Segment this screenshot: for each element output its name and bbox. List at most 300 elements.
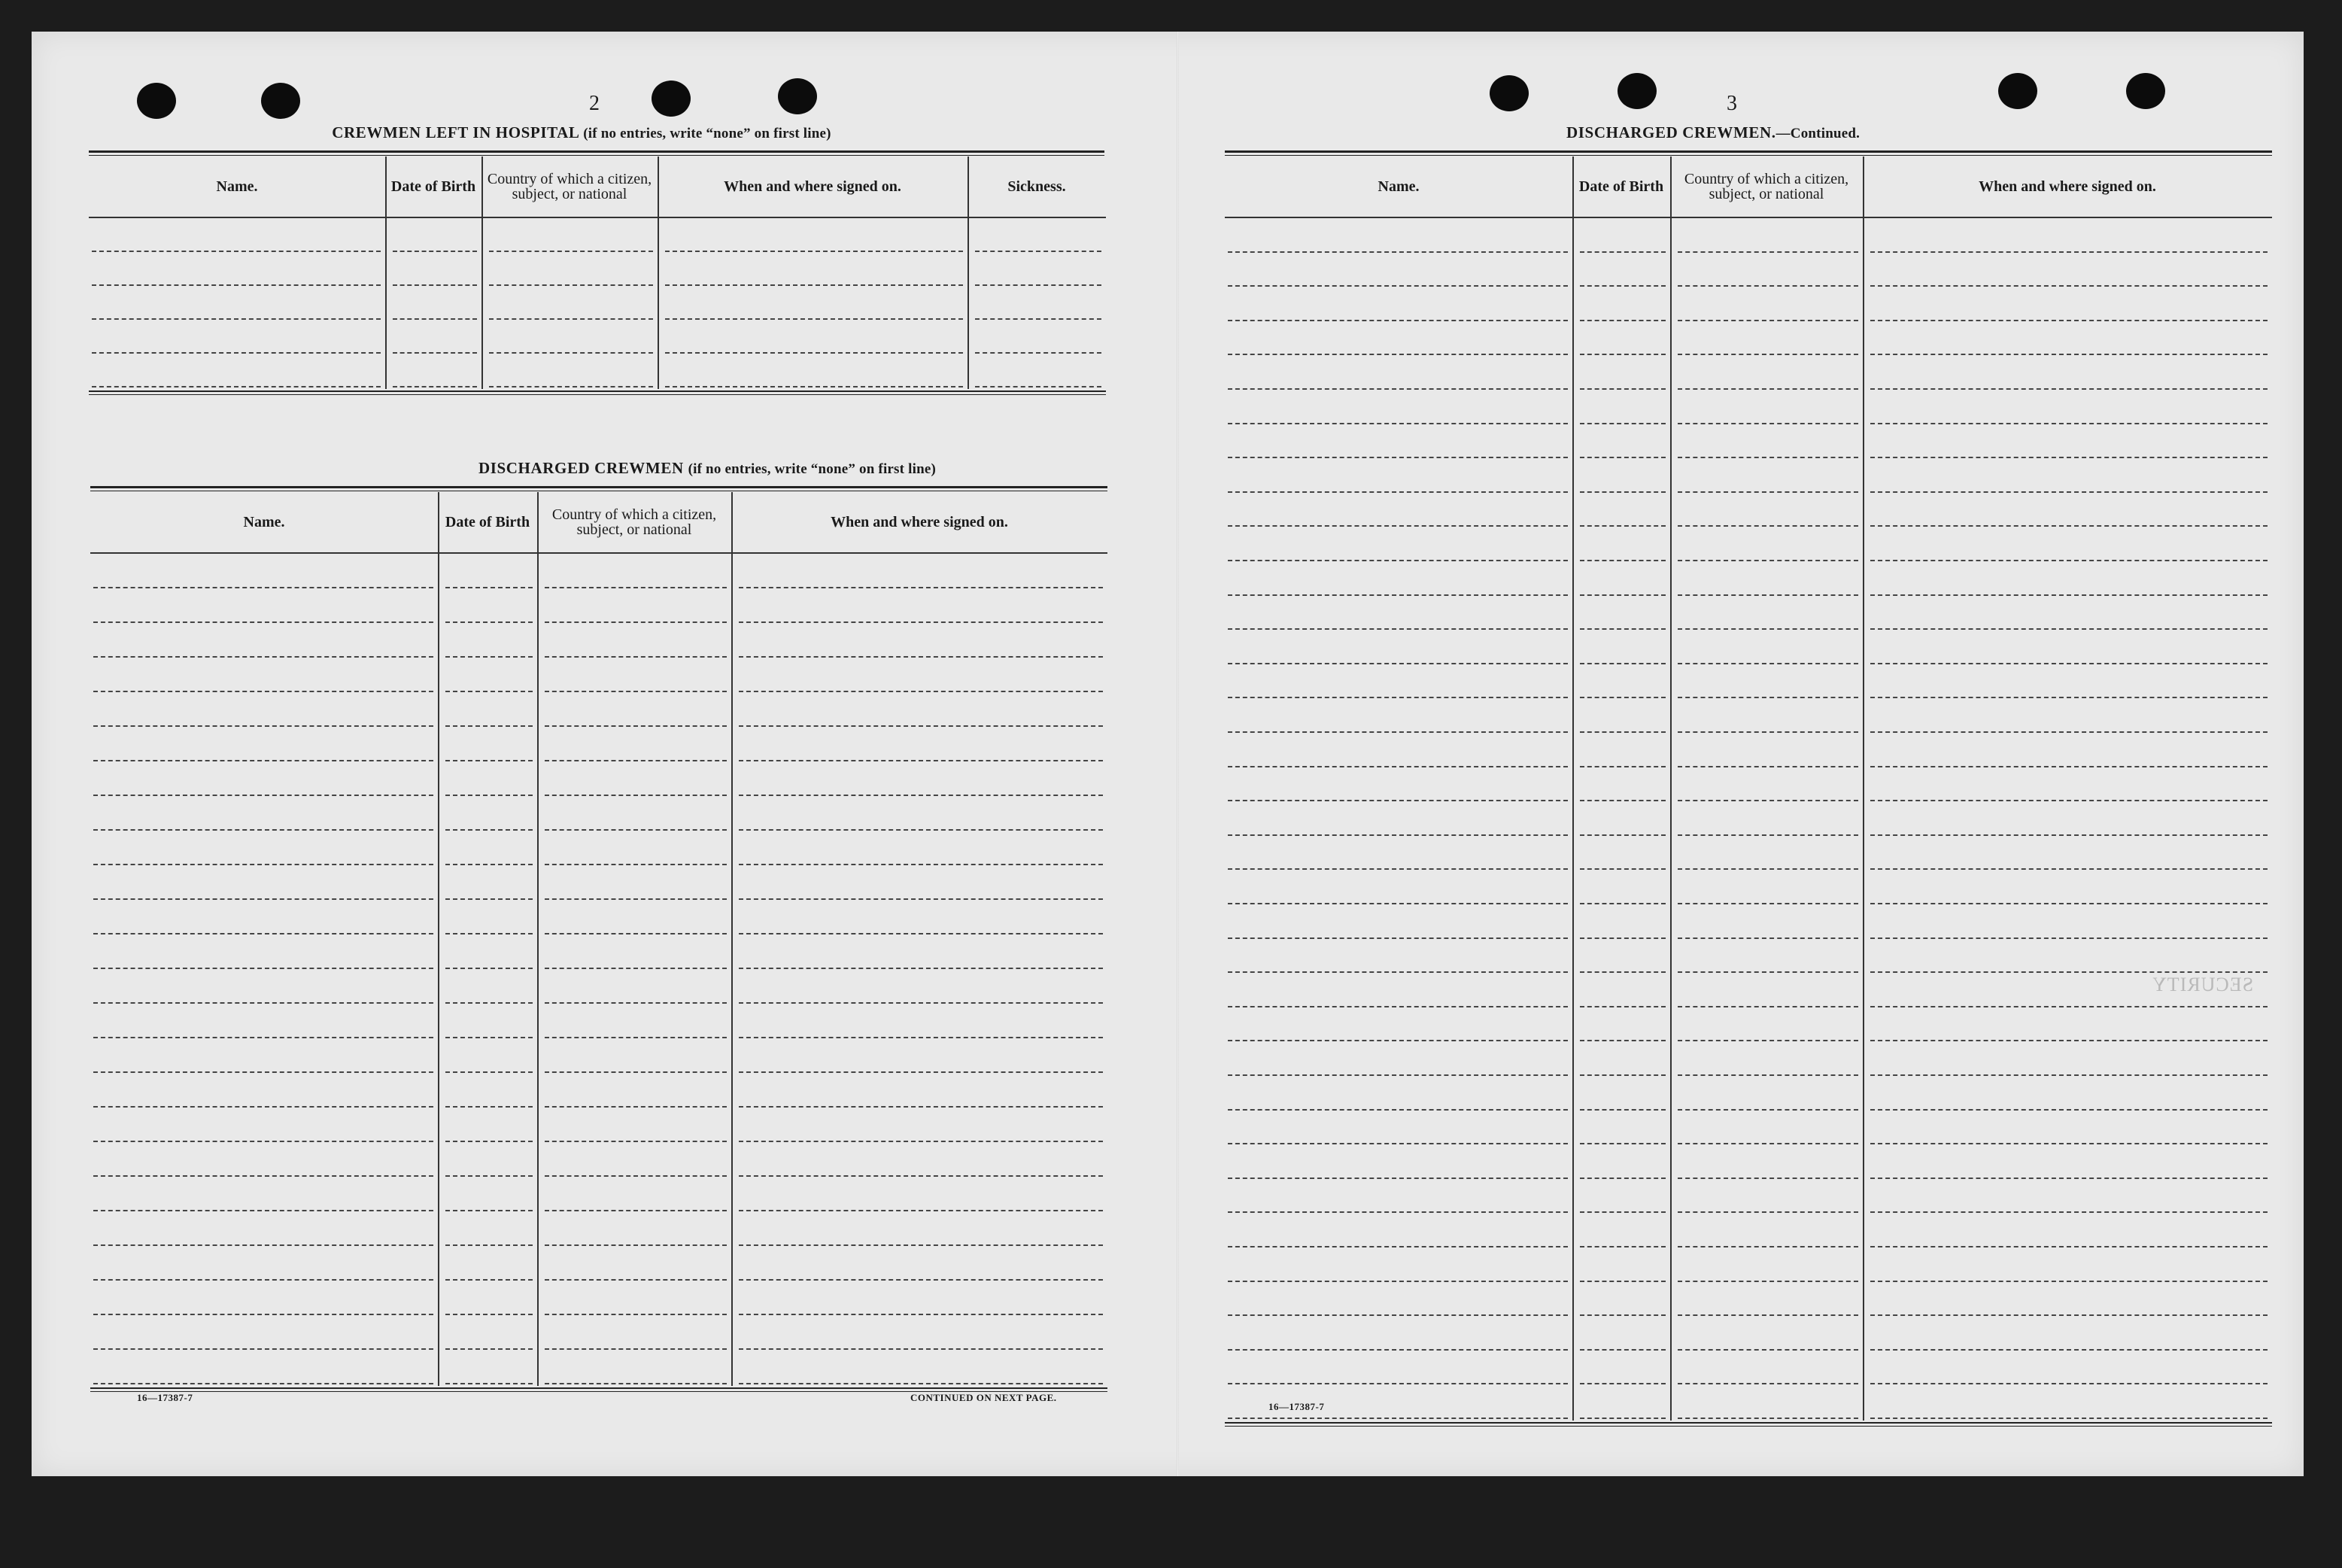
entry-line — [1678, 731, 1858, 733]
column-header: Date of Birth — [390, 178, 476, 195]
right-page-number: 3 — [1727, 92, 1737, 115]
entry-line — [445, 656, 533, 658]
entry-line — [1228, 1383, 1568, 1384]
entry-line — [545, 1071, 727, 1073]
entry-line — [93, 1244, 433, 1246]
entry-line — [1580, 1281, 1666, 1282]
entry-line — [545, 1279, 727, 1281]
entry-line — [665, 386, 963, 387]
entry-line — [1678, 388, 1858, 390]
entry-line — [1228, 697, 1568, 698]
entry-line — [1870, 1006, 2268, 1007]
entry-line — [739, 795, 1103, 796]
entry-line — [739, 587, 1103, 588]
discharged-continued-main: DISCHARGED CREWMEN. — [1566, 123, 1776, 141]
entry-line — [1580, 697, 1666, 698]
entry-line — [445, 933, 533, 934]
entry-line — [92, 284, 381, 286]
entry-line — [1678, 1211, 1858, 1213]
left-form-number: 16—17387-7 — [137, 1392, 193, 1403]
column-header: When and where signed on. — [831, 514, 1008, 530]
entry-line — [739, 968, 1103, 969]
entry-line — [1678, 457, 1858, 458]
entry-line — [445, 725, 533, 727]
entry-line — [1870, 1109, 2268, 1111]
entry-line — [445, 829, 533, 831]
entry-line — [1228, 1006, 1568, 1007]
faint-stamp: SECURITY — [2152, 974, 2254, 995]
entry-line — [1228, 731, 1568, 733]
entry-line — [739, 1244, 1103, 1246]
entry-line — [445, 1071, 533, 1073]
entry-line — [1678, 1418, 1858, 1419]
entry-line — [739, 1141, 1103, 1142]
entry-line — [1678, 560, 1858, 561]
entry-line — [739, 1071, 1103, 1073]
entry-line — [1580, 1006, 1666, 1007]
entry-line — [1678, 937, 1858, 939]
entry-line — [1580, 903, 1666, 904]
entry-line — [445, 1175, 533, 1177]
entry-line — [1678, 1314, 1858, 1316]
header-divider — [90, 552, 1107, 554]
entry-line — [739, 1383, 1103, 1384]
entry-line — [739, 864, 1103, 865]
entry-line — [445, 691, 533, 692]
column-divider — [385, 156, 387, 389]
entry-line — [489, 386, 653, 387]
entry-line — [1870, 354, 2268, 355]
entry-line — [545, 1037, 727, 1038]
entry-line — [739, 725, 1103, 727]
entry-line — [545, 795, 727, 796]
entry-line — [93, 898, 433, 900]
entry-line — [1580, 285, 1666, 287]
entry-line — [92, 352, 381, 354]
entry-line — [93, 1348, 433, 1350]
entry-line — [1228, 937, 1568, 939]
entry-line — [1580, 560, 1666, 561]
entry-line — [1580, 354, 1666, 355]
entry-line — [489, 284, 653, 286]
entry-line — [739, 1106, 1103, 1108]
entry-line — [1228, 766, 1568, 767]
entry-line — [445, 1037, 533, 1038]
entry-line — [1678, 766, 1858, 767]
entry-line — [1870, 1418, 2268, 1419]
entry-line — [1678, 1143, 1858, 1144]
entry-line — [1870, 697, 2268, 698]
hospital-section-title — [89, 123, 1074, 142]
punch-hole — [137, 83, 176, 119]
entry-line — [1228, 1074, 1568, 1076]
column-header: Date of Birth — [445, 514, 530, 530]
entry-line — [975, 386, 1101, 387]
entry-line — [1580, 525, 1666, 527]
entry-line — [1580, 834, 1666, 836]
entry-line — [1228, 628, 1568, 630]
entry-line — [93, 587, 433, 588]
entry-line — [93, 1002, 433, 1004]
continued-label: —Continued. — [1775, 126, 1861, 141]
entry-line — [545, 1141, 727, 1142]
entry-line — [1678, 525, 1858, 527]
entry-line — [489, 251, 653, 252]
entry-line — [1580, 1246, 1666, 1247]
entry-line — [975, 284, 1101, 286]
entry-line — [1580, 423, 1666, 424]
entry-line — [1228, 1246, 1568, 1247]
punch-hole — [1490, 75, 1529, 111]
entry-line — [1580, 491, 1666, 493]
entry-line — [1580, 1349, 1666, 1351]
entry-line — [1580, 1143, 1666, 1144]
entry-line — [1870, 1246, 2268, 1247]
entry-line — [1870, 1040, 2268, 1041]
entry-line — [545, 829, 727, 831]
entry-line — [93, 1071, 433, 1073]
entry-line — [1580, 868, 1666, 870]
entry-line — [1580, 1314, 1666, 1316]
entry-line — [739, 760, 1103, 761]
entry-line — [1228, 1143, 1568, 1144]
entry-line — [1870, 1281, 2268, 1282]
entry-line — [1228, 1211, 1568, 1213]
entry-line — [545, 1106, 727, 1108]
entry-line — [93, 864, 433, 865]
entry-line — [545, 725, 727, 727]
entry-line — [93, 760, 433, 761]
entry-line — [93, 1279, 433, 1281]
entry-line — [545, 656, 727, 658]
entry-line — [545, 1348, 727, 1350]
entry-line — [1870, 731, 2268, 733]
entry-line — [393, 251, 477, 252]
entry-line — [445, 864, 533, 865]
entry-line — [545, 898, 727, 900]
header-divider — [1225, 217, 2272, 218]
column-divider — [1863, 156, 1864, 1421]
entry-line — [545, 968, 727, 969]
page-fold — [1177, 32, 1179, 1476]
entry-line — [1228, 1178, 1568, 1179]
entry-line — [1228, 903, 1568, 904]
entry-line — [1580, 1040, 1666, 1041]
entry-line — [1228, 423, 1568, 424]
entry-line — [92, 386, 381, 387]
entry-line — [545, 1175, 727, 1177]
entry-line — [1870, 320, 2268, 321]
table-bottom-rule — [1225, 1422, 2272, 1427]
entry-line — [545, 1383, 727, 1384]
entry-line — [1228, 971, 1568, 973]
column-divider — [438, 492, 439, 1386]
entry-line — [92, 251, 381, 252]
entry-line — [1580, 251, 1666, 253]
entry-line — [1678, 491, 1858, 493]
entry-line — [445, 1348, 533, 1350]
entry-line — [1580, 1383, 1666, 1384]
column-divider — [658, 156, 659, 389]
entry-line — [1228, 1418, 1568, 1419]
entry-line — [739, 1279, 1103, 1281]
entry-line — [1870, 423, 2268, 424]
entry-line — [739, 1348, 1103, 1350]
entry-line — [1580, 388, 1666, 390]
entry-line — [1580, 1178, 1666, 1179]
entry-line — [1678, 1109, 1858, 1111]
column-divider — [481, 156, 483, 389]
entry-line — [1870, 1178, 2268, 1179]
entry-line — [1228, 251, 1568, 253]
entry-line — [445, 1244, 533, 1246]
entry-line — [1678, 354, 1858, 355]
entry-line — [739, 1175, 1103, 1177]
entry-line — [1870, 1143, 2268, 1144]
entry-line — [93, 933, 433, 934]
punch-hole — [778, 78, 817, 114]
entry-line — [1228, 320, 1568, 321]
entry-line — [1678, 1281, 1858, 1282]
entry-line — [545, 691, 727, 692]
punch-hole — [652, 81, 691, 117]
entry-line — [739, 621, 1103, 623]
entry-line — [445, 587, 533, 588]
entry-line — [545, 1314, 727, 1315]
header-divider — [89, 217, 1106, 218]
entry-line — [93, 656, 433, 658]
column-header: Sickness. — [1007, 178, 1066, 195]
punch-hole — [2126, 73, 2165, 109]
entry-line — [1580, 937, 1666, 939]
entry-line — [1678, 1246, 1858, 1247]
entry-line — [665, 284, 963, 286]
entry-line — [739, 1210, 1103, 1211]
entry-line — [93, 795, 433, 796]
entry-line — [93, 968, 433, 969]
entry-line — [1228, 594, 1568, 596]
entry-line — [445, 760, 533, 761]
entry-line — [1678, 800, 1858, 801]
entry-line — [445, 621, 533, 623]
entry-line — [1580, 594, 1666, 596]
entry-line — [1870, 251, 2268, 253]
column-header: Name. — [1378, 178, 1420, 195]
entry-line — [739, 1314, 1103, 1315]
column-header: Country of which a citizen, subject, or national — [551, 506, 717, 538]
entry-line — [1228, 1314, 1568, 1316]
entry-line — [545, 1002, 727, 1004]
entry-line — [93, 691, 433, 692]
entry-line — [1870, 285, 2268, 287]
entry-line — [975, 352, 1101, 354]
entry-line — [1580, 971, 1666, 973]
entry-line — [1228, 663, 1568, 664]
punch-hole — [1998, 73, 2037, 109]
entry-line — [1870, 800, 2268, 801]
discharged-title-main: DISCHARGED CREWMEN — [478, 459, 684, 477]
entry-line — [1678, 594, 1858, 596]
column-header: Country of which a citizen, subject, or national — [487, 171, 652, 202]
entry-line — [545, 864, 727, 865]
entry-line — [1870, 491, 2268, 493]
entry-line — [1580, 1211, 1666, 1213]
entry-line — [393, 318, 477, 320]
entry-line — [393, 352, 477, 354]
entry-line — [445, 968, 533, 969]
entry-line — [1228, 1040, 1568, 1041]
entry-line — [1228, 1349, 1568, 1351]
entry-line — [1678, 1040, 1858, 1041]
punch-hole — [261, 83, 300, 119]
entry-line — [1228, 388, 1568, 390]
entry-line — [1870, 388, 2268, 390]
entry-line — [1678, 697, 1858, 698]
entry-line — [665, 318, 963, 320]
entry-line — [1580, 1109, 1666, 1111]
entry-line — [1678, 1349, 1858, 1351]
entry-line — [445, 1002, 533, 1004]
entry-line — [1678, 834, 1858, 836]
right-form-number: 16—17387-7 — [1268, 1401, 1325, 1412]
entry-line — [1228, 560, 1568, 561]
entry-line — [93, 1141, 433, 1142]
entry-line — [1228, 457, 1568, 458]
entry-line — [445, 1106, 533, 1108]
entry-line — [975, 318, 1101, 320]
entry-line — [1228, 1109, 1568, 1111]
entry-line — [1580, 1418, 1666, 1419]
entry-line — [665, 352, 963, 354]
hospital-title-main: CREWMEN LEFT IN HOSPITAL — [332, 123, 579, 141]
entry-line — [1870, 560, 2268, 561]
entry-line — [1870, 663, 2268, 664]
entry-line — [92, 318, 381, 320]
entry-line — [93, 1314, 433, 1315]
entry-line — [1870, 525, 2268, 527]
entry-line — [1228, 1281, 1568, 1282]
column-divider — [537, 492, 539, 1386]
entry-line — [545, 1244, 727, 1246]
column-header: When and where signed on. — [1979, 178, 2156, 195]
entry-line — [739, 691, 1103, 692]
entry-line — [739, 656, 1103, 658]
entry-line — [1228, 834, 1568, 836]
entry-line — [489, 352, 653, 354]
entry-line — [445, 898, 533, 900]
entry-line — [1678, 903, 1858, 904]
discharged-continued-title — [1566, 123, 2018, 142]
entry-line — [445, 795, 533, 796]
entry-line — [1870, 457, 2268, 458]
entry-line — [1228, 354, 1568, 355]
entry-line — [445, 1314, 533, 1315]
entry-line — [93, 829, 433, 831]
left-page-number: 2 — [589, 92, 600, 115]
entry-line — [1870, 868, 2268, 870]
entry-line — [393, 386, 477, 387]
entry-line — [1228, 868, 1568, 870]
discharged-title-instruction: (if no entries, write “none” on first line) — [688, 461, 937, 477]
document-sheet — [32, 32, 2304, 1476]
entry-line — [1580, 628, 1666, 630]
entry-line — [1870, 628, 2268, 630]
entry-line — [739, 933, 1103, 934]
entry-line — [1678, 1178, 1858, 1179]
column-divider — [1670, 156, 1672, 1421]
entry-line — [545, 760, 727, 761]
entry-line — [1580, 731, 1666, 733]
hospital-header-rule — [89, 150, 1104, 156]
entry-line — [393, 284, 477, 286]
column-header: Name. — [216, 178, 258, 195]
entry-line — [739, 829, 1103, 831]
entry-line — [1228, 525, 1568, 527]
entry-line — [1580, 800, 1666, 801]
entry-line — [1870, 937, 2268, 939]
entry-line — [1870, 594, 2268, 596]
entry-line — [93, 1106, 433, 1108]
entry-line — [445, 1383, 533, 1384]
hospital-title-instruction: (if no entries, write “none” on first line) — [583, 126, 831, 141]
right-header-rule — [1225, 150, 2272, 156]
discharged-section-title — [90, 459, 1324, 478]
entry-line — [1228, 285, 1568, 287]
entry-line — [545, 1210, 727, 1211]
entry-line — [975, 251, 1101, 252]
entry-line — [1678, 1006, 1858, 1007]
entry-line — [1678, 628, 1858, 630]
entry-line — [1870, 1074, 2268, 1076]
column-divider — [967, 156, 969, 389]
table-bottom-rule — [89, 390, 1106, 395]
entry-line — [93, 1175, 433, 1177]
discharged-header-rule — [90, 486, 1107, 491]
entry-line — [665, 251, 963, 252]
entry-line — [1580, 1074, 1666, 1076]
entry-line — [1870, 903, 2268, 904]
entry-line — [1678, 663, 1858, 664]
entry-line — [445, 1210, 533, 1211]
entry-line — [93, 1383, 433, 1384]
entry-line — [1870, 834, 2268, 836]
entry-line — [1870, 1383, 2268, 1384]
entry-line — [1678, 423, 1858, 424]
entry-line — [93, 621, 433, 623]
entry-line — [1678, 971, 1858, 973]
punch-hole — [1618, 73, 1657, 109]
entry-line — [1228, 491, 1568, 493]
column-header: Name. — [243, 514, 285, 530]
entry-line — [1678, 1383, 1858, 1384]
entry-line — [93, 1210, 433, 1211]
entry-line — [545, 933, 727, 934]
entry-line — [445, 1279, 533, 1281]
entry-line — [445, 1141, 533, 1142]
entry-line — [739, 1002, 1103, 1004]
entry-line — [545, 587, 727, 588]
entry-line — [93, 725, 433, 727]
entry-line — [1580, 766, 1666, 767]
continued-note: CONTINUED ON NEXT PAGE. — [910, 1392, 1057, 1403]
entry-line — [1870, 1314, 2268, 1316]
entry-line — [1580, 320, 1666, 321]
entry-line — [1678, 1074, 1858, 1076]
entry-line — [739, 1037, 1103, 1038]
entry-line — [1870, 1349, 2268, 1351]
column-divider — [731, 492, 733, 1386]
entry-line — [1580, 457, 1666, 458]
